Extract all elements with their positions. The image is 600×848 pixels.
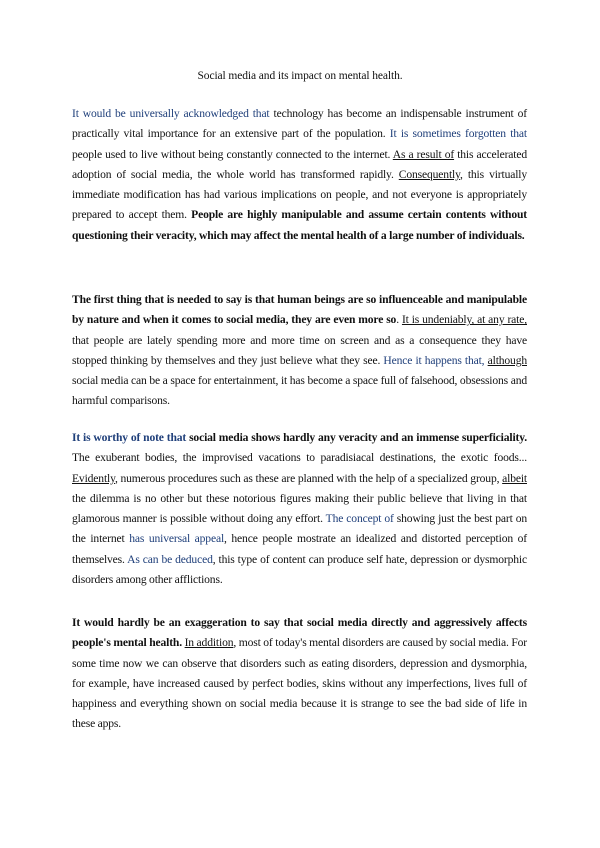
- underlined-connector: albeit: [502, 471, 527, 485]
- connector-phrase: As can be deduced: [127, 552, 213, 566]
- body-text: , this type of content can produce self hate, depression or dysmorphic disorders among other afflictions.: [72, 552, 527, 587]
- connector-phrase: Hence it happens that,: [383, 353, 485, 367]
- underlined-connector: In addition: [184, 636, 234, 650]
- body-text: people used to live without being constantly connected to the internet.: [72, 147, 393, 161]
- paragraph-4: [72, 613, 527, 735]
- underlined-connector: Consequently: [398, 167, 460, 181]
- body-text: this accelerated adoption of social media, the whole world has transformed rapidly.: [72, 147, 527, 181]
- document-title: Social media and its impact on mental health.: [197, 70, 403, 82]
- paragraph-1: [72, 104, 527, 246]
- body-text: social media can be a space for entertainment, it has become a space full of falsehood, obsessions and harmful comparisons.: [72, 374, 527, 408]
- body-text: the dilemma is no other but these notorious figures making their public believe that living in that glamorous manner is possible without doing any effort.: [72, 491, 527, 526]
- body-text: , numerous procedures such as these are planned with the help of a specialized group,: [114, 471, 503, 485]
- connector-phrase: has universal appeal: [129, 532, 225, 546]
- underlined-connector: Evidently: [72, 471, 115, 485]
- connector-phrase: It is sometimes forgotten that: [389, 127, 527, 141]
- body-text: .: [396, 313, 402, 327]
- bold-topic-sentence: social media shows hardly any veracity and an immense superficiality.: [186, 431, 527, 444]
- underlined-connector: It is undeniably, at any rate,: [401, 313, 527, 327]
- bold-thesis: People are highly manipulable and assume certain contents without questioning their veracity, which may affect the mental health of a large number of individuals.: [72, 208, 527, 242]
- bold-topic-sentence: It would hardly be an exaggeration to say that social media directly and aggressively affects people's mental health.: [72, 616, 527, 650]
- paragraph-2: [72, 290, 527, 412]
- body-text: technology has become an indispensable instrument of practically vital importance for an extensive part of the population.: [72, 107, 527, 141]
- body-text: The exuberant bodies, the improvised vacations to paradisiacal destinations, the exotic foods...: [72, 451, 527, 465]
- underlined-connector: although: [487, 353, 527, 367]
- underlined-connector: As a result of: [392, 147, 455, 161]
- paragraph-3: [72, 428, 527, 590]
- connector-phrase: The concept of: [325, 512, 394, 526]
- body-text: showing just the best part on the internet: [72, 512, 527, 546]
- body-text: , hence people mostrate an idealized and distorted perception of themselves.: [72, 532, 527, 566]
- body-text: , this virtually immediate modification has had various implications on people, and not everyone is appropriately prepared to accept them.: [72, 167, 527, 222]
- connector-phrase: It would be universally acknowledged that: [72, 107, 270, 120]
- connector-phrase: It is worthy of note that: [72, 431, 187, 444]
- body-text: , most of today's mental disorders are caused by social media. For some time now we can observe that disorders such as eating disorders, depression and dysmorphia, for example, have increased caused by perfect bodies, skins without any imperfections, lives full of happiness and everything shown on social media because it is strange to see the bad side of life in these apps.: [72, 636, 527, 731]
- body-text: that people are lately spending more and more time on screen and as a consequence they have stopped thinking by themselves and they just believe what they see.: [72, 333, 527, 367]
- bold-topic-sentence: The first thing that is needed to say is that human beings are so influenceable and manipulable by nature and when it comes to social media, they are even more so: [72, 293, 527, 327]
